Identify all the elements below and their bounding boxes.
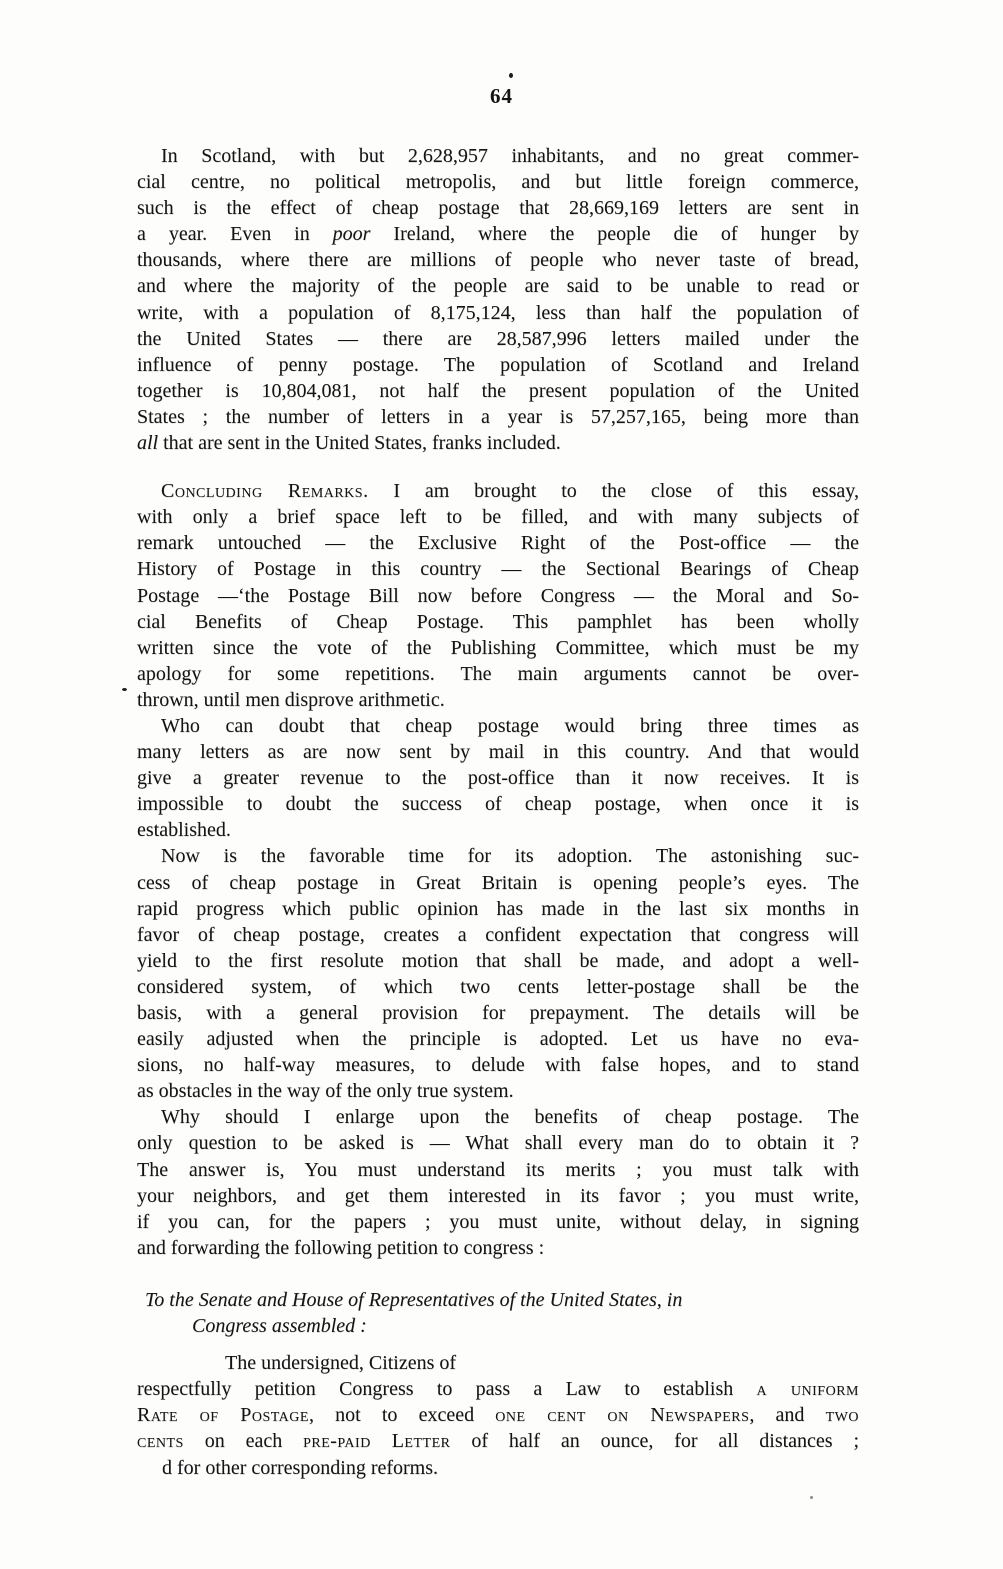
text-line xyxy=(137,1428,859,1454)
text-run: give a greater revenue to the post-office than it now receives. It is xyxy=(137,767,859,790)
text-run: sions, no half-way measures, to delude with false hopes, and to stand xyxy=(137,1054,859,1077)
paragraph-scotland-ireland xyxy=(137,143,859,456)
text-block xyxy=(137,143,859,1481)
italic-text: all xyxy=(137,432,159,455)
text-run: a year. Even in xyxy=(137,223,333,246)
text-line xyxy=(137,765,859,791)
text-run: the United States — there are 28,587,996 letters mailed under the xyxy=(137,327,859,350)
text-run: In Scotland, with but 2,628,957 inhabitants, and no great commer- xyxy=(161,145,859,167)
text-line xyxy=(137,504,859,530)
text-line xyxy=(137,817,859,843)
text-run: such is the effect of cheap postage that 28,669,169 letters are sent in xyxy=(137,197,859,220)
text-line xyxy=(137,1052,859,1078)
text-run: and forwarding the following petition to congress : xyxy=(137,1236,545,1259)
text-line xyxy=(137,1235,859,1261)
petition-salutation xyxy=(137,1287,859,1339)
text-run: together is 10,804,081, not half the present population of the United xyxy=(137,379,859,402)
text-line xyxy=(137,896,859,922)
petition-body xyxy=(137,1350,859,1480)
text-line xyxy=(137,1157,859,1183)
text-run: written since the vote of the Publishing Committee, which must be my xyxy=(137,636,859,659)
text-line xyxy=(137,1376,859,1402)
text-run: , not to exceed xyxy=(308,1404,496,1427)
text-line xyxy=(137,530,859,556)
text-line xyxy=(137,300,859,326)
small-caps-text: Rate of Postage xyxy=(137,1404,309,1427)
text-line xyxy=(137,1104,859,1130)
text-run: many letters as are now sent by mail in this country. And that would xyxy=(137,741,859,764)
text-run: considered system, of which two cents letter-postage shall be the xyxy=(137,975,859,998)
text-run: respectfully petition Congress to pass a Law to establish xyxy=(137,1378,757,1401)
small-caps-text: Concluding Remarks. xyxy=(161,480,369,503)
text-run: yield to the first resolute motion that shall be made, and adopt a well- xyxy=(137,949,859,972)
text-line xyxy=(137,478,859,504)
text-line xyxy=(137,870,859,896)
text-line xyxy=(137,1026,859,1052)
text-run: cial Benefits of Cheap Postage. This pamphlet has been wholly xyxy=(137,610,859,633)
text-line xyxy=(137,221,859,247)
small-caps-text: Letter xyxy=(391,1430,451,1453)
text-run: favor of cheap postage, creates a confident expectation that congress will xyxy=(137,923,859,946)
text-line xyxy=(137,739,859,765)
text-line xyxy=(137,583,859,609)
text-run: as obstacles in the way of the only true system. xyxy=(137,1080,514,1103)
paragraph-who-can-doubt xyxy=(137,713,859,843)
text-run: The undersigned, Citizens of xyxy=(225,1352,457,1375)
text-run: The answer is, You must understand its merits ; you must talk with xyxy=(137,1158,859,1181)
text-run: of half an ounce, for all distances ; xyxy=(450,1430,859,1453)
text-run: that are sent in the United States, franks included. xyxy=(158,432,561,455)
text-run: Who can doubt that cheap postage would bring three times as xyxy=(161,714,859,737)
small-caps-text: a uniform xyxy=(756,1378,859,1401)
text-run: cial centre, no political metropolis, and but little foreign commerce, xyxy=(137,171,859,194)
text-run: thrown, until men disprove arithmetic. xyxy=(137,688,445,711)
text-run: on each xyxy=(183,1430,304,1453)
text-run: Ireland, where the people die of hunger by xyxy=(370,223,859,246)
text-run: States ; the number of letters in a year is 57,257,165, being more than xyxy=(137,405,859,428)
text-line xyxy=(137,974,859,1000)
page-number: 64 xyxy=(490,84,513,108)
text-run: apology for some repetitions. The main arguments cannot be over- xyxy=(137,662,859,685)
text-run: influence of penny postage. The population of Scotland and Ireland xyxy=(137,353,859,376)
text-run xyxy=(371,1430,392,1452)
text-line xyxy=(137,247,859,273)
text-line xyxy=(137,1313,859,1339)
text-run: and where the majority of the people are said to be unable to read or xyxy=(137,275,859,298)
scan-speck xyxy=(509,73,513,78)
text-run: write, with a population of 8,175,124, less than half the population of xyxy=(137,301,859,324)
text-line xyxy=(137,1000,859,1026)
italic-text: poor xyxy=(332,223,371,246)
text-line xyxy=(137,378,859,404)
text-line xyxy=(137,273,859,299)
text-run: History of Postage in this country — the Sectional Bearings of Cheap xyxy=(137,558,859,581)
paragraph-why-enlarge xyxy=(137,1104,859,1261)
text-run: your neighbors, and get them interested in its favor ; you must write, xyxy=(137,1184,859,1207)
text-line xyxy=(137,922,859,948)
text-line xyxy=(137,713,859,739)
text-line xyxy=(137,195,859,221)
text-line xyxy=(137,843,859,869)
text-run: thousands, where there are millions of people who never taste of bread, xyxy=(137,249,859,272)
text-line xyxy=(137,556,859,582)
text-run: cess of cheap postage in Great Britain is opening people’s eyes. The xyxy=(137,871,859,894)
text-line xyxy=(137,948,859,974)
text-line xyxy=(137,609,859,635)
text-run: with only a brief space left to be filled, and with many subjects of xyxy=(137,506,859,529)
text-run: impossible to doubt the success of cheap postage, when once it is xyxy=(137,793,859,816)
text-line xyxy=(137,169,859,195)
text-line xyxy=(137,404,859,430)
paragraph-favorable-time xyxy=(137,843,859,1104)
paragraph-concluding-remarks xyxy=(137,478,859,713)
text-line xyxy=(137,1350,859,1376)
text-line xyxy=(137,791,859,817)
small-caps-text: one cent on Newspapers xyxy=(495,1404,750,1427)
text-run: To the Senate and House of Representatives of the United States, in xyxy=(145,1288,683,1311)
text-line xyxy=(137,661,859,687)
text-line xyxy=(137,635,859,661)
text-line xyxy=(137,352,859,378)
text-run: if you can, for the papers ; you must unite, without delay, in signing xyxy=(137,1210,859,1233)
text-line xyxy=(137,1130,859,1156)
text-run: rapid progress which public opinion has made in the last six months in xyxy=(137,897,859,920)
text-run: established. xyxy=(137,819,231,842)
text-run: d for other corresponding reforms. xyxy=(162,1456,439,1479)
text-run: easily adjusted when the principle is adopted. Let us have no eva- xyxy=(137,1028,859,1051)
text-line xyxy=(137,1209,859,1235)
text-run: Postage —‘the Postage Bill now before Congress — the Moral and So- xyxy=(137,584,859,607)
text-run: Why should I enlarge upon the benefits of cheap postage. The xyxy=(161,1106,859,1129)
text-line xyxy=(137,1455,859,1481)
text-line xyxy=(137,1287,859,1313)
text-line xyxy=(137,1183,859,1209)
text-run: Now is the favorable time for its adoption. The astonishing suc- xyxy=(161,845,859,868)
text-line xyxy=(137,143,859,169)
text-line xyxy=(137,1402,859,1428)
small-caps-text: pre-paid xyxy=(303,1430,371,1453)
scan-speck xyxy=(810,1496,813,1499)
text-run: remark untouched — the Exclusive Right of the Post-office — the xyxy=(137,532,859,555)
text-line xyxy=(137,1078,859,1104)
text-line xyxy=(137,430,859,456)
text-run: only question to be asked is — What shall every man do to obtain it ? xyxy=(137,1132,859,1155)
small-caps-text: two xyxy=(825,1404,859,1427)
text-run: , and xyxy=(749,1404,826,1427)
text-run: basis, with a general provision for prepayment. The details will be xyxy=(137,1002,859,1024)
text-run: Congress assembled : xyxy=(192,1315,367,1338)
small-caps-text: cents xyxy=(137,1430,184,1453)
text-run: I am brought to the close of this essay, xyxy=(368,480,859,503)
scan-speck xyxy=(122,688,127,691)
text-line xyxy=(137,687,859,713)
text-line xyxy=(137,326,859,352)
